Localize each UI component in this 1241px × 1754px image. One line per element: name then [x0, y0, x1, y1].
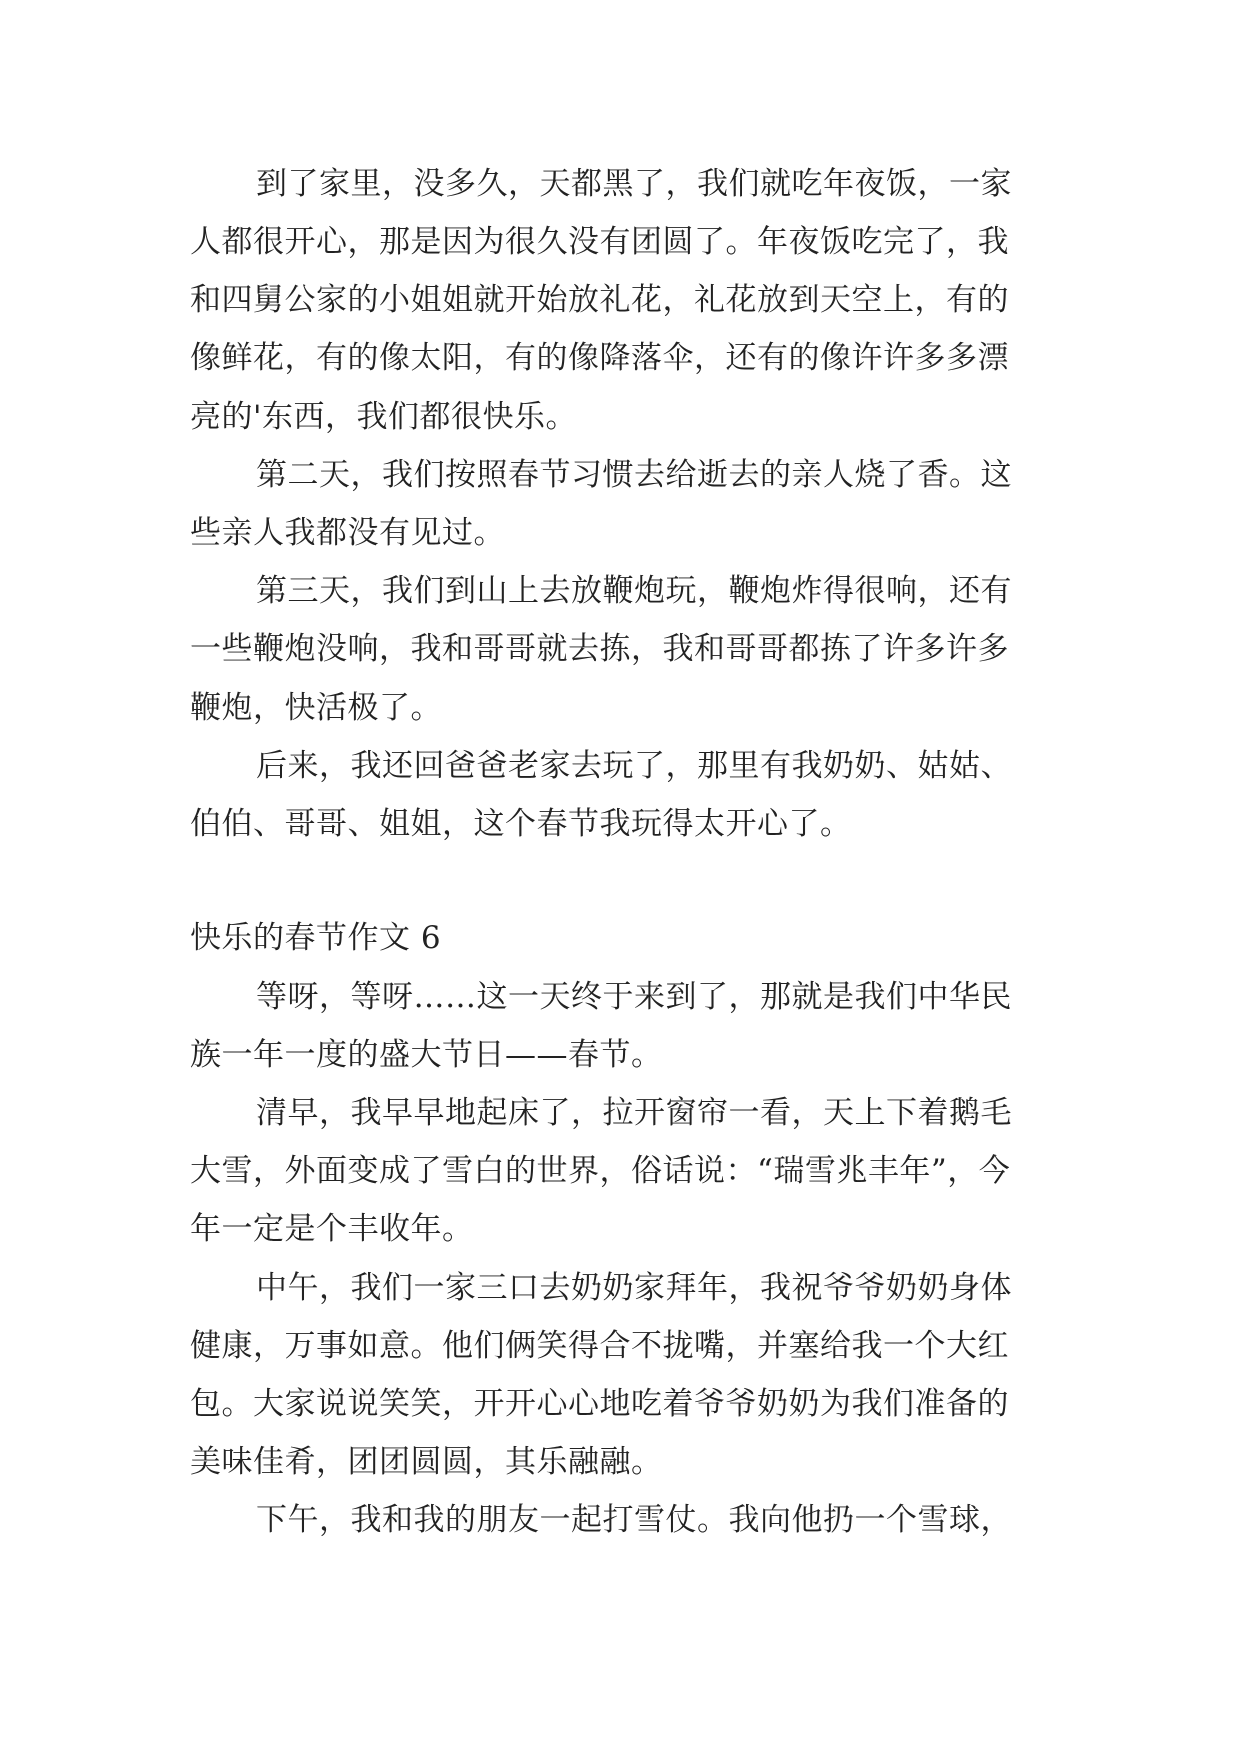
paragraph-line: 中午，我们一家三口去奶奶家拜年，我祝爷爷奶奶身体 — [256, 1270, 1012, 1306]
paragraph-line: 第二天，我们按照春节习惯去给逝去的亲人烧了香。这 — [256, 457, 1012, 493]
paragraph-line: 美味佳肴，团团圆圆，其乐融融。 — [190, 1444, 663, 1480]
paragraph-line: 像鲜花，有的像太阳，有的像降落伞，还有的像许许多多漂 — [190, 340, 1009, 376]
paragraph-line: 第三天，我们到山上去放鞭炮玩，鞭炮炸得很响，还有 — [256, 573, 1012, 609]
paragraph-line: 一些鞭炮没响，我和哥哥就去拣，我和哥哥都拣了许多许多 — [190, 631, 1009, 667]
paragraph-line: 等呀，等呀……这一天终于来到了，那就是我们中华民 — [256, 979, 1012, 1015]
paragraph-line: 后来，我还回爸爸老家去玩了，那里有我奶奶、姑姑、 — [256, 748, 1012, 784]
paragraph-line: 和四舅公家的小姐姐就开始放礼花，礼花放到天空上，有的 — [190, 282, 1009, 318]
paragraph-line: 鞭炮，快活极了。 — [190, 690, 442, 726]
paragraph-line: 到了家里，没多久，天都黑了，我们就吃年夜饭，一家 — [256, 166, 1012, 202]
paragraph-line: 年一定是个丰收年。 — [190, 1211, 474, 1247]
paragraph-line: 健康，万事如意。他们俩笑得合不拢嘴，并塞给我一个大红 — [190, 1328, 1009, 1364]
paragraph-line: 些亲人我都没有见过。 — [190, 515, 505, 551]
essay-title: 快乐的春节作文 6 — [190, 920, 442, 956]
paragraph-line: 族一年一度的盛大节日——春节。 — [190, 1037, 663, 1073]
paragraph-line: 亮的'东西，我们都很快乐。 — [190, 399, 578, 435]
paragraph-line: 伯伯、哥哥、姐姐，这个春节我玩得太开心了。 — [190, 806, 852, 842]
paragraph-line: 下午，我和我的朋友一起打雪仗。我向他扔一个雪球， — [256, 1502, 1012, 1538]
paragraph-line: 包。大家说说笑笑，开开心心地吃着爷爷奶奶为我们准备的 — [190, 1386, 1009, 1422]
paragraph-line: 大雪，外面变成了雪白的世界，俗话说：“瑞雪兆丰年”，今 — [190, 1153, 1011, 1189]
paragraph-line: 清早，我早早地起床了，拉开窗帘一看，天上下着鹅毛 — [256, 1095, 1012, 1131]
paragraph-line: 人都很开心，那是因为很久没有团圆了。年夜饭吃完了，我 — [190, 224, 1009, 260]
